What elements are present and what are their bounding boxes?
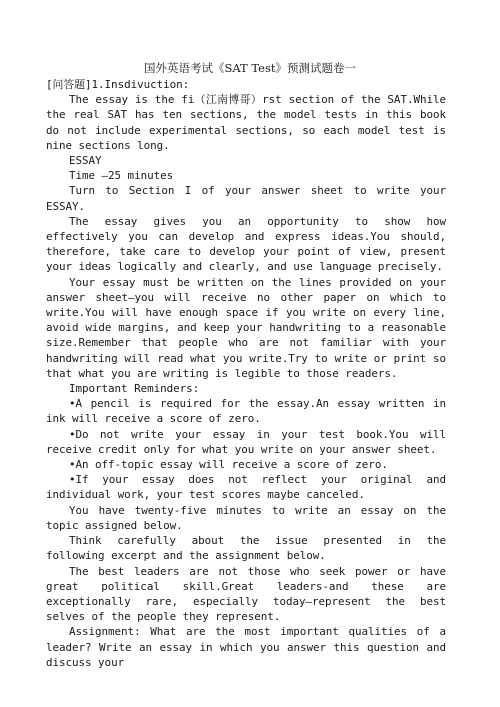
document-title: 国外英语考试《SAT Test》预测试题卷一 — [144, 61, 356, 75]
time-instruction-paragraph: You have twenty-five minutes to write an essay on the topic assigned below. — [46, 503, 446, 532]
think-paragraph: Think carefully about the issue presented in the following excerpt and the assignment below. — [46, 534, 446, 563]
reminder-item: •A pencil is required for the essay.An essay written in ink will receive a score of zero. — [46, 397, 446, 426]
reminder-item: •Do not write your essay in your test book.You will receive credit only for what you write on your answer sheet. — [46, 427, 446, 456]
essay-purpose-paragraph: The essay gives you an opportunity to show how effectively you can develop and express ideas.You should, therefore, take care to develop your point of view, present your ideas logically and clearly, and use language precisely. — [46, 214, 446, 274]
answer-sheet-paragraph: Your essay must be written on the lines provided on your answer sheet—you will receive no other paper on which to write.You will have enough space if you write on every line, avoid wide margins, and keep your handwriting to a reasonable size.Remember that people who are not familiar with your handwriting will read what you write.Try to write or print so that what you are writing is legible to those readers. — [46, 275, 446, 380]
section-heading: ESSAY — [69, 154, 102, 168]
assignment-paragraph: Assignment: What are the most important qualities of a leader? Write an essay in which you answer this question and discuss your — [46, 625, 446, 669]
reminders-heading: Important Reminders: — [69, 382, 200, 396]
time-limit: Time —25 minutes — [69, 169, 174, 183]
instruction-paragraph: Turn to Section I of your answer sheet to write your ESSAY. — [46, 184, 446, 213]
intro-paragraph: The essay is the fi（江南博哥）rst section of the SAT.While the real SAT has ten sections, the model tests in this book do not include experimental sections, so each model test is nine sections long. — [46, 93, 446, 152]
excerpt-paragraph: The best leaders are not those who seek power or have great political skill.Great leaders-and these are exceptionally rare, especially today—represent the best selves of the people they represent. — [46, 564, 446, 624]
reminder-item: •If your essay does not reflect your original and individual work, your test scores maybe canceled. — [46, 473, 446, 502]
question-header: [问答题]1.Insdivuction: — [46, 78, 190, 91]
document-body — [46, 77, 446, 670]
reminder-item: •An off-topic essay will receive a score of zero. — [69, 458, 388, 472]
